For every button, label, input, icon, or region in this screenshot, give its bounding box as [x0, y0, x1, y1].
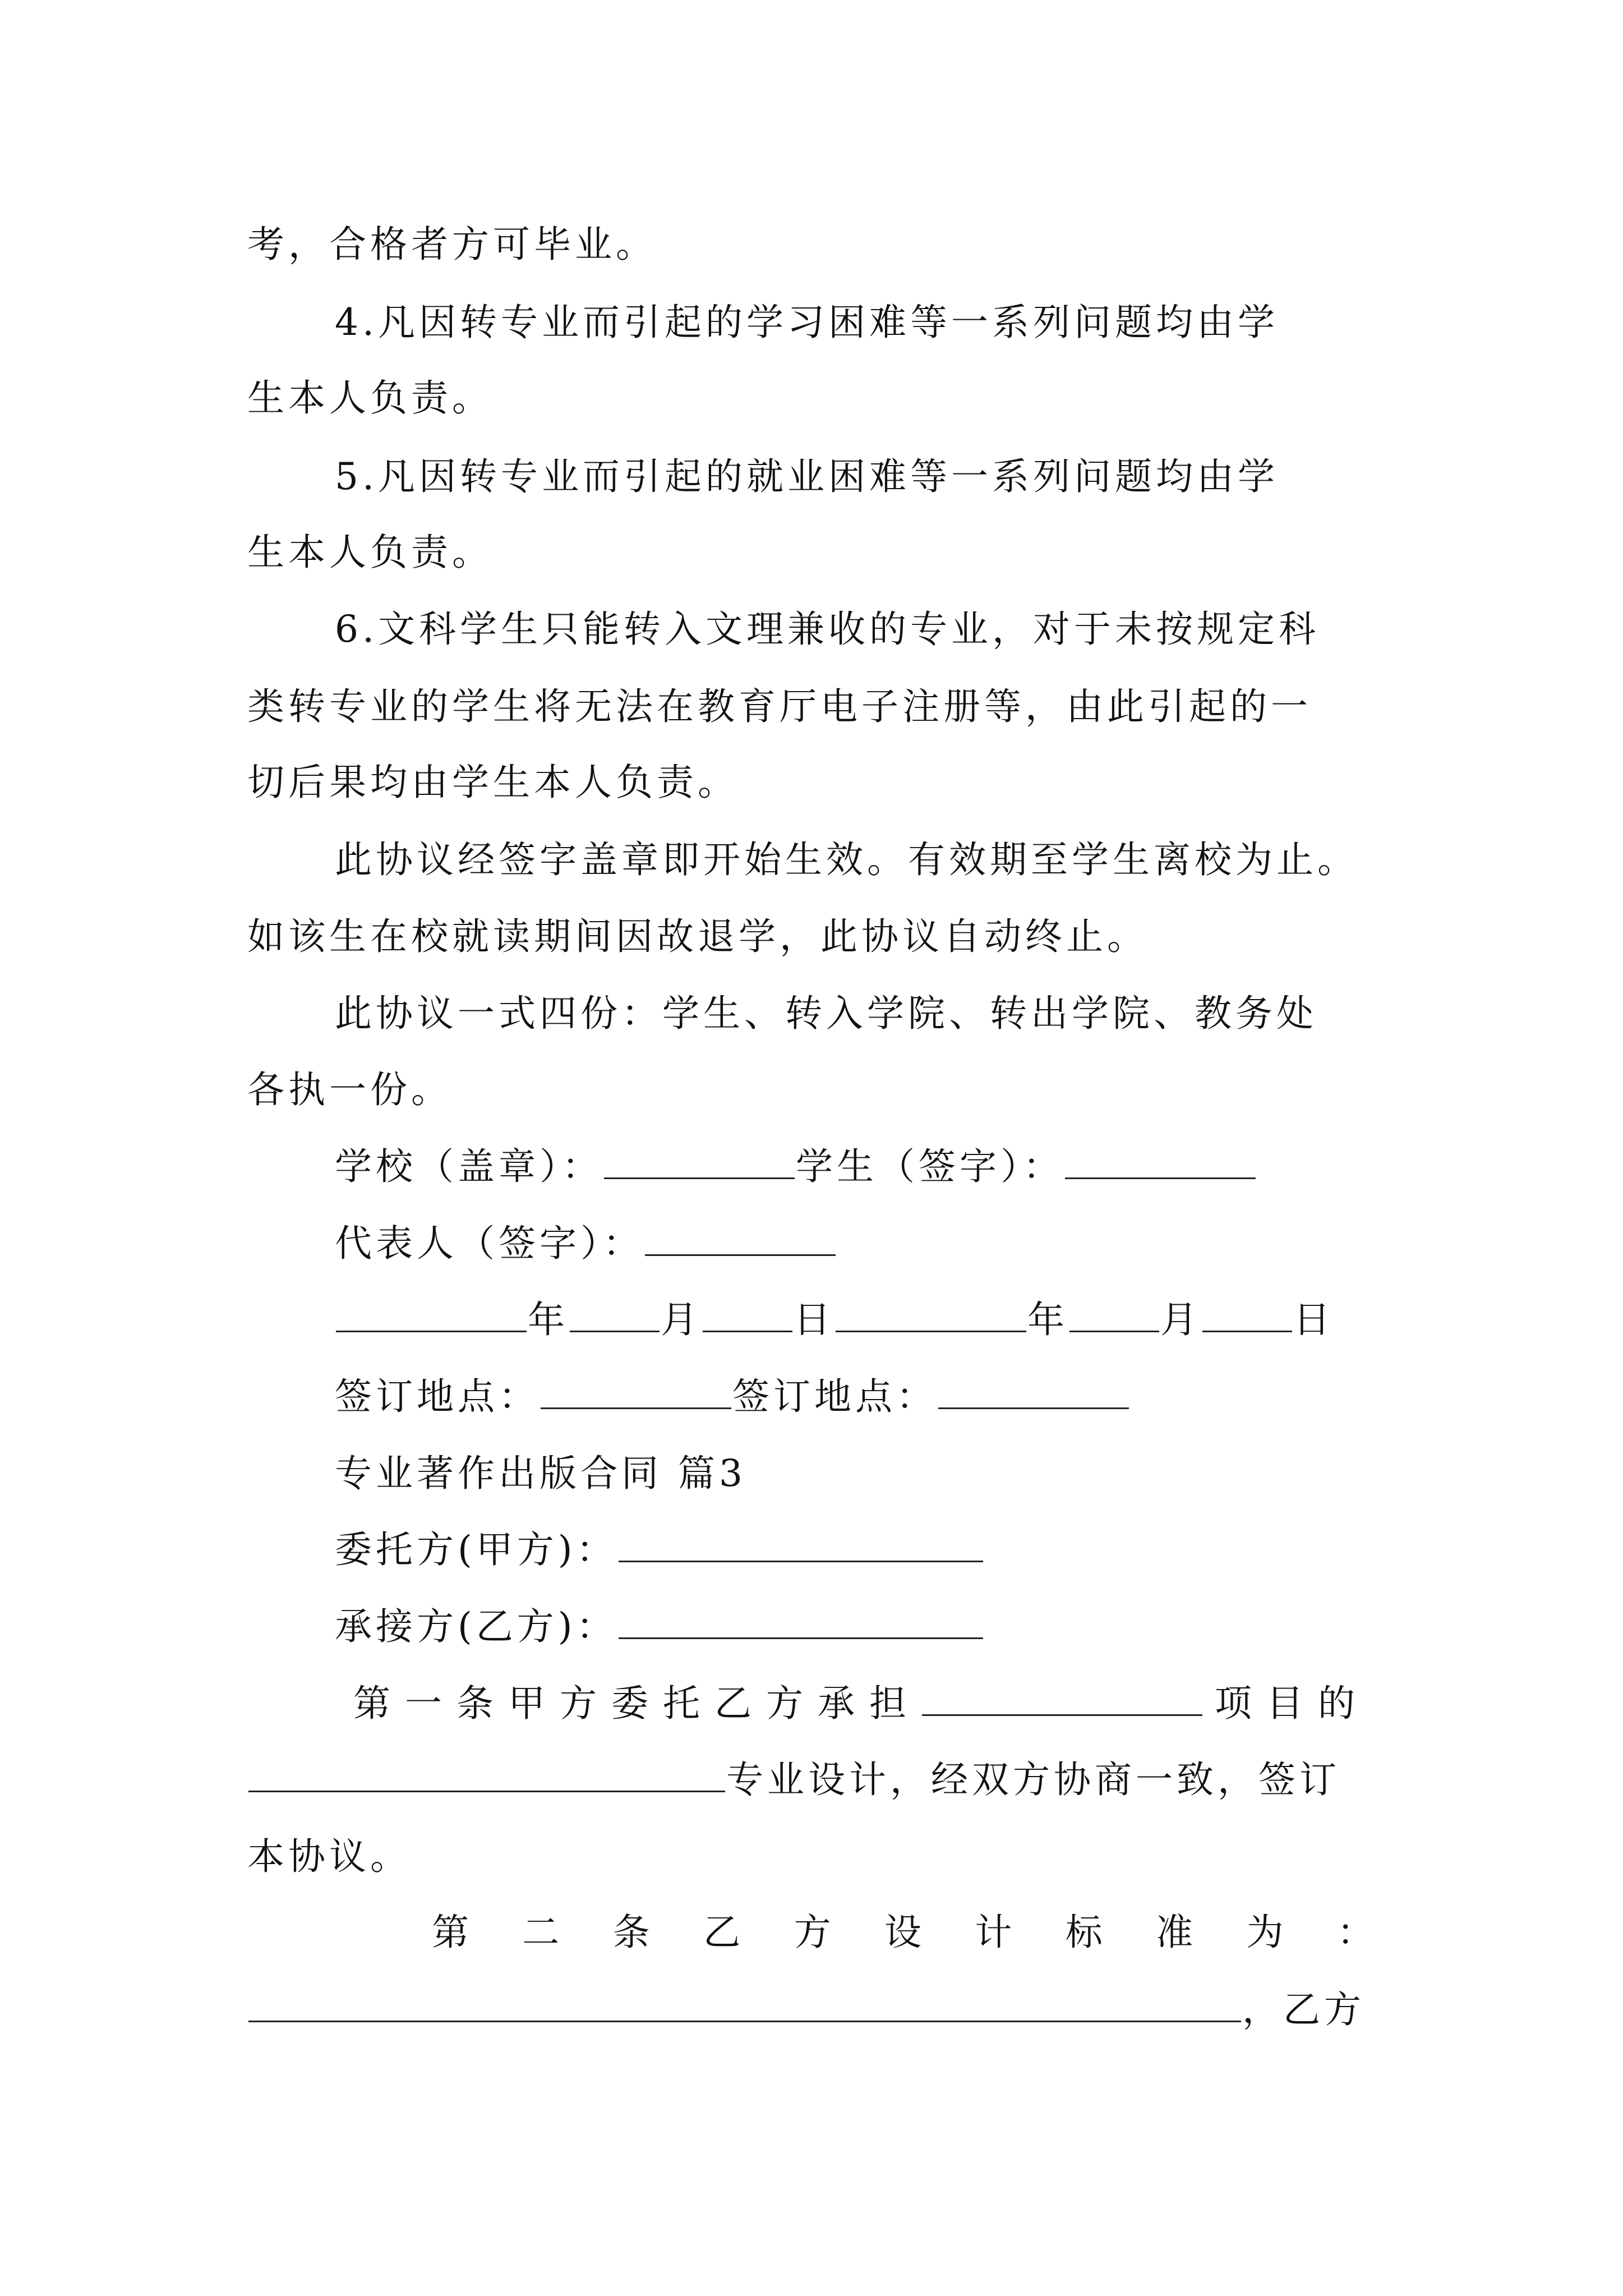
student-sign-label: 学生（签字）：: [796, 1145, 1064, 1188]
paragraph-line: 如该生在校就读期间因故退学，此协议自动终止。: [247, 915, 1148, 958]
design-blank: [248, 1759, 725, 1792]
party-b-blank: [619, 1606, 983, 1639]
section-title: 专业著作出版合同 篇3: [335, 1452, 746, 1495]
article-2-line-1: [432, 1910, 1374, 1955]
article-2-char: 方: [794, 1911, 831, 1954]
year-label: 年: [1027, 1298, 1068, 1341]
month-blank: [570, 1299, 660, 1332]
article-2-char: 设: [884, 1911, 921, 1954]
representative-blank: [645, 1223, 836, 1256]
day-label: 日: [794, 1298, 834, 1341]
party-a-label: 委托方(甲方)：: [335, 1528, 617, 1571]
article-2-tail: ，乙方: [1242, 1988, 1365, 2031]
paragraph-line: 5.凡因转专业而引起的就业困难等一系列问题均由学: [335, 455, 1279, 498]
month-blank: [1069, 1299, 1159, 1332]
year-blank: [336, 1299, 527, 1332]
article-2-char: ：: [1336, 1911, 1374, 1954]
article-2-char: 为: [1246, 1911, 1284, 1954]
year-label: 年: [528, 1298, 569, 1341]
day-blank: [1202, 1299, 1292, 1332]
paragraph-line: 考，合格者方可毕业。: [247, 223, 657, 266]
paragraph-line: 此协议一式四份：学生、转入学院、转出学院、教务处: [335, 992, 1317, 1035]
article-2-char: 二: [522, 1911, 560, 1954]
month-label: 月: [1160, 1298, 1201, 1341]
article-2-char: 准: [1156, 1911, 1193, 1954]
article-2-char: 标: [1065, 1911, 1103, 1954]
paragraph-line: 生本人负责。: [247, 376, 493, 420]
article-2-char: 第: [432, 1911, 469, 1954]
paragraph-line: 类转专业的学生将无法在教育厅电子注册等，由此引起的一: [247, 685, 1312, 728]
place-label: 签订地点：: [732, 1375, 937, 1418]
place-blank: [938, 1376, 1129, 1409]
day-label: 日: [1293, 1298, 1334, 1341]
article-2-char: 计: [975, 1911, 1012, 1954]
article-1-text-c: 专业设计，经双方协商一致，签订: [726, 1758, 1340, 1801]
paragraph-line: 生本人负责。: [247, 531, 493, 574]
project-blank: [922, 1683, 1202, 1716]
article-1-line-1: [353, 1681, 1391, 1726]
paragraph-line: 切后果均由学生本人负责。: [247, 761, 739, 804]
party-b-label: 承接方(乙方)：: [335, 1605, 617, 1648]
place-label: 签订地点：: [335, 1375, 540, 1418]
article-1-text-b: 项目的: [1215, 1682, 1370, 1725]
school-seal-label: 学校（盖章）：: [335, 1145, 603, 1188]
school-seal-blank: [604, 1146, 795, 1179]
year-blank: [836, 1299, 1026, 1332]
party-a-blank: [619, 1529, 983, 1562]
article-2-char: 条: [612, 1911, 650, 1954]
paragraph-line: 4.凡因转专业而引起的学习困难等一系列问题均由学: [335, 301, 1279, 344]
paragraph-line: 6.文科学生只能转入文理兼收的专业，对于未按规定科: [335, 608, 1320, 651]
article-1-line-2: [247, 1757, 1391, 1802]
signature-row-representative: [335, 1221, 1391, 1266]
standard-blank: [248, 1989, 1241, 2022]
month-label: 月: [661, 1298, 702, 1341]
place-blank: [541, 1376, 731, 1409]
paragraph-line: 此协议经签字盖章即开始生效。有效期至学生离校为止。: [335, 838, 1358, 881]
article-1-text-a: 第一条甲方委托乙方承担: [353, 1682, 921, 1725]
article-2-char: 乙: [703, 1911, 741, 1954]
party-a-row: [335, 1527, 1391, 1572]
party-b-row: [335, 1604, 1391, 1649]
article-1-line-3: 本协议。: [247, 1835, 411, 1878]
paragraph-line: 各执一份。: [247, 1068, 452, 1111]
student-sign-blank: [1065, 1146, 1256, 1179]
signature-row-school: [335, 1144, 1391, 1189]
representative-label: 代表人（签字）：: [335, 1222, 644, 1265]
day-blank: [703, 1299, 792, 1332]
date-row: [335, 1297, 1391, 1342]
article-2-line-2: [247, 1987, 1391, 2032]
place-row: [335, 1374, 1391, 1419]
